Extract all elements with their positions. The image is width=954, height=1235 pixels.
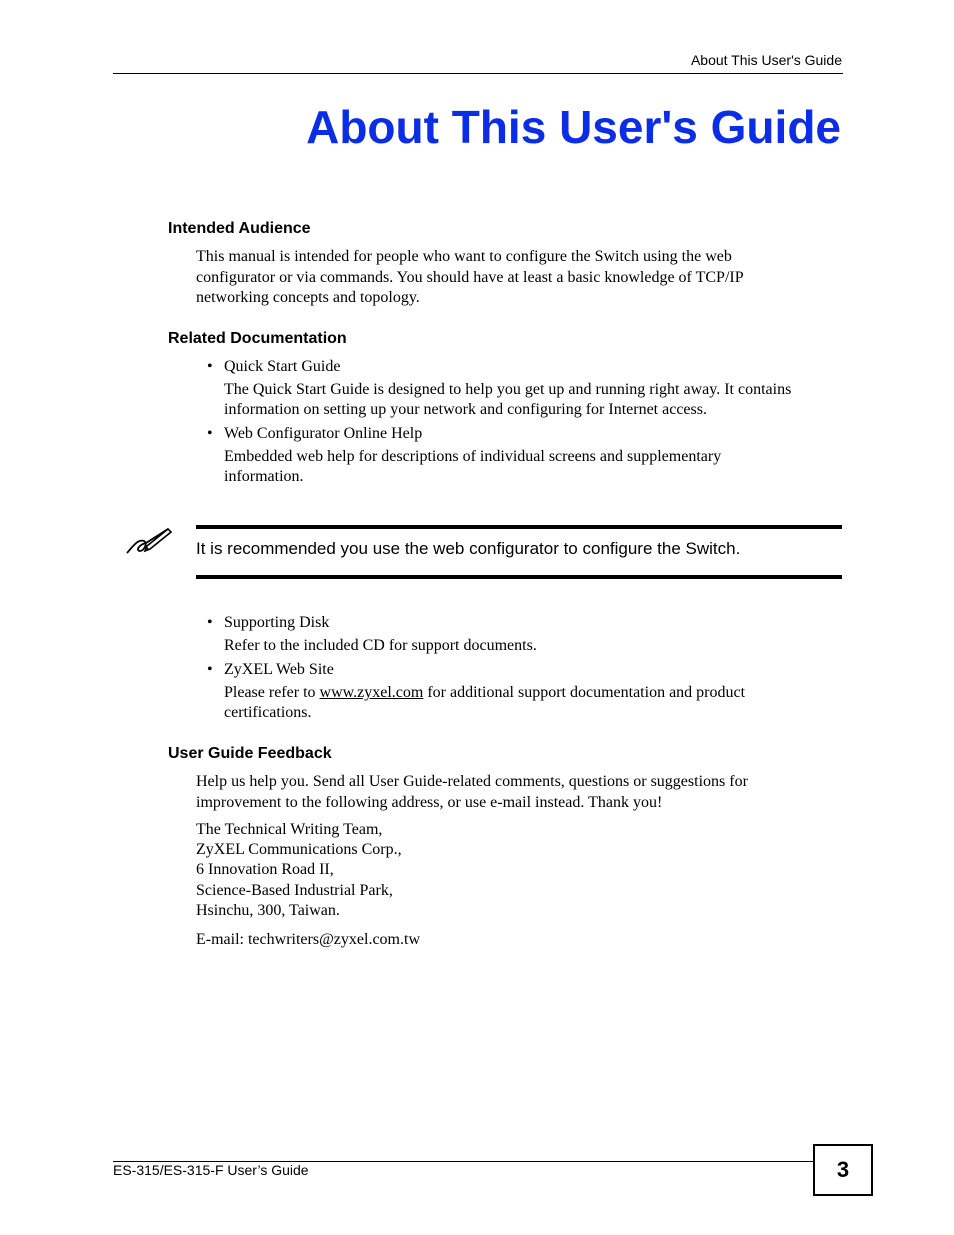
bullet-icon: • [207, 425, 213, 442]
feedback-email: E-mail: techwriters@zyxel.com.tw [196, 931, 420, 948]
address-line: ZyXEL Communications Corp., [196, 841, 402, 859]
header-rule [113, 73, 843, 74]
note-top-rule [196, 525, 842, 529]
footer-guide-name: ES-315/ES-315-F User’s Guide [113, 1162, 309, 1178]
section-heading-user-guide-feedback: User Guide Feedback [168, 745, 332, 762]
list-item-zyxel-web-site [207, 660, 334, 680]
list-item-description [224, 636, 839, 656]
section-heading-related-documentation: Related Documentation [168, 330, 347, 347]
description-line: certifications. [224, 704, 312, 721]
page-title: About This User's Guide [306, 101, 841, 153]
running-header: About This User's Guide [690, 52, 842, 68]
paragraph-line: improvement to the following address, or use e-mail instead. Thank you! [196, 793, 663, 811]
list-item-description [224, 380, 839, 420]
description-line: The Quick Start Guide is designed to help you get up and running right away. It contains [224, 381, 792, 398]
address-line: Science-Based Industrial Park, [196, 881, 393, 899]
description-line: information on setting up your network and configuring for Internet access. [224, 401, 707, 418]
description-line: Refer to the included CD for support documents. [224, 637, 537, 654]
paragraph-line: networking concepts and topology. [196, 289, 420, 306]
bullet-icon: • [207, 358, 213, 375]
list-item-title: Quick Start Guide [224, 358, 341, 375]
paragraph-line: Help us help you. Send all User Guide-related comments, questions or suggestions for [196, 773, 748, 790]
list-item-description [224, 683, 839, 723]
pen-note-icon [124, 525, 174, 561]
description-line: information. [224, 468, 304, 485]
list-item-title: Supporting Disk [224, 614, 330, 631]
paragraph-line: This manual is intended for people who want to configure the Switch using the web [196, 248, 732, 265]
address-line: 6 Innovation Road II, [196, 861, 334, 879]
description-text: Please refer to [224, 684, 320, 701]
list-item-title: ZyXEL Web Site [224, 661, 334, 678]
list-item-quick-start-guide [207, 357, 340, 377]
intended-audience-paragraph [196, 247, 836, 309]
list-item-title: Web Configurator Online Help [224, 425, 423, 442]
feedback-paragraph [196, 772, 836, 813]
paragraph-line: configurator or via commands. You should have at least a basic knowledge of TCP/IP [196, 268, 744, 286]
zyxel-website-link[interactable]: www.zyxel.com [319, 684, 424, 701]
note-bottom-rule [196, 575, 842, 579]
page-number: 3 [813, 1144, 873, 1196]
bullet-icon: • [207, 661, 213, 678]
section-heading-intended-audience: Intended Audience [168, 220, 311, 237]
list-item-description [224, 447, 839, 487]
address-line: Hsinchu, 300, Taiwan. [196, 901, 340, 919]
bullet-icon: • [207, 614, 213, 631]
description-line: Embedded web help for descriptions of individual screens and supplementary [224, 448, 722, 465]
description-line [224, 683, 839, 703]
note-text: It is recommended you use the web configurator to configure the Switch. [196, 539, 741, 558]
mailing-address [196, 820, 836, 921]
list-item-web-configurator-online-help [207, 424, 422, 444]
description-text: for additional support documentation and product [423, 684, 746, 701]
address-line: The Technical Writing Team, [196, 821, 383, 838]
list-item-supporting-disk [207, 613, 329, 633]
